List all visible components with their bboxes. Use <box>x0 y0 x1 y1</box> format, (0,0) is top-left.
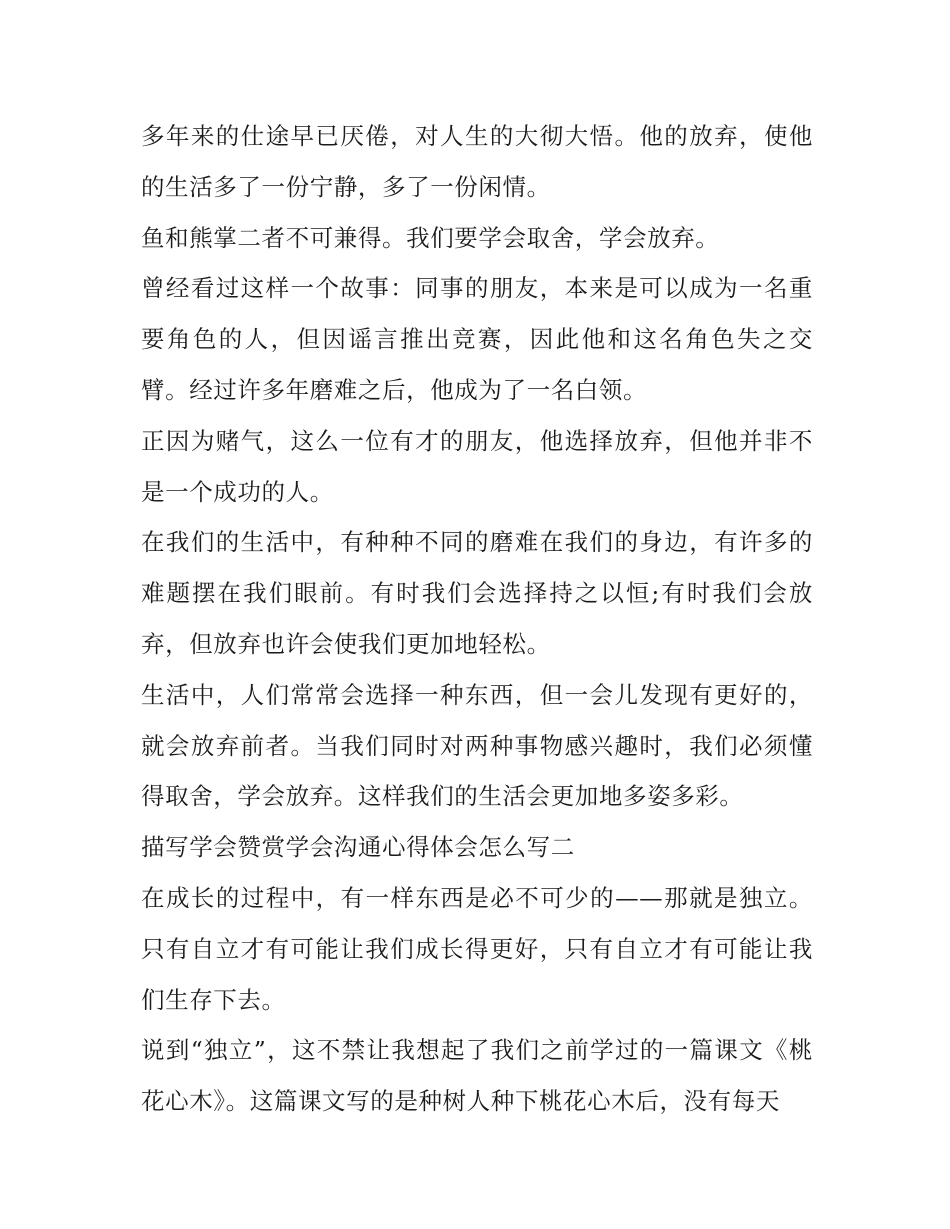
paragraph-2: 鱼和熊掌二者不可兼得。我们要学会取舍，学会放弃。 <box>141 223 720 252</box>
paragraph-4: 正因为赌气，这么一位有才的朋友，他选择放弃，但他并非不是一个成功的人。 <box>141 426 813 506</box>
paragraph-3: 曾经看过这样一个故事：同事的朋友，本来是可以成为一名重要角色的人，但因谣言推出竞赛，因此他和这名角色失之交臂。经过许多年磨难之后，他成为了一名白领。 <box>141 274 813 404</box>
paragraph-7: 在成长的过程中，有一样东西是必不可少的——那就是独立。只有自立才有可能让我们成长得更好，只有自立才有可能让我们生存下去。 <box>141 883 813 1014</box>
section-heading: 描写学会赞赏学会沟通心得体会怎么写二 <box>141 833 575 862</box>
document-body <box>141 111 813 1127</box>
paragraph-5: 在我们的生活中，有种种不同的磨难在我们的身边，有许多的难题摆在我们眼前。有时我们会选择持之以恒;有时我们会放弃，但放弃也许会使我们更加地轻松。 <box>141 528 813 658</box>
paragraph-1: 多年来的仕途早已厌倦，对人生的大彻大悟。他的放弃，使他的生活多了一份宁静，多了一份闲情。 <box>141 122 813 201</box>
paragraph-6: 生活中，人们常常会选择一种东西，但一会儿发现有更好的，就会放弃前者。当我们同时对两种事物感兴趣时，我们必须懂得取舍，学会放弃。这样我们的生活会更加地多姿多彩。 <box>141 680 813 811</box>
paragraph-8: 说到“独立”，这不禁让我想起了我们之前学过的一篇课文《桃花心木》。这篇课文写的是种树人种下桃花心木后，没有每天 <box>141 1036 813 1116</box>
